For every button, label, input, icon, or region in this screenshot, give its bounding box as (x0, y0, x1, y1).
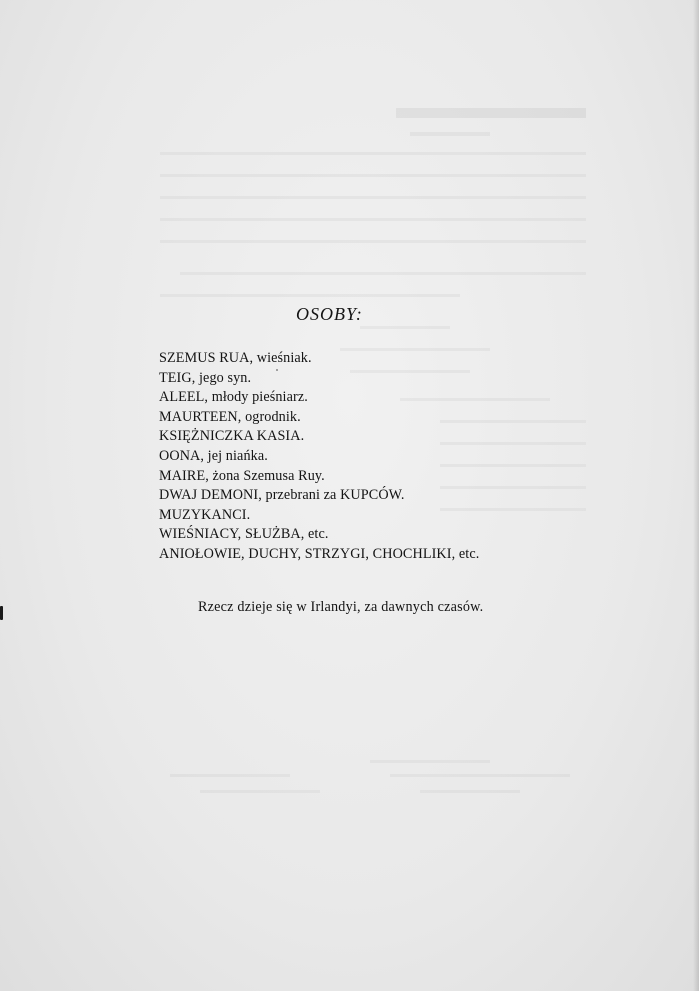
ink-speck (0, 606, 3, 620)
show-through-decoration-lower (170, 760, 590, 810)
cast-entry (159, 506, 479, 526)
ink-speck (276, 369, 278, 371)
cast-name: ANIOŁOWIE, DUCHY, STRZYGI, CHOCHLIKI, (159, 545, 456, 562)
cast-entry (159, 408, 479, 428)
cast-name: ALEEL, (159, 389, 209, 406)
cast-role: jej niańka. (204, 447, 268, 464)
cast-name: OONA, (159, 447, 205, 464)
cast-name: WIEŚNIACY, SŁUŻBA, (159, 526, 305, 543)
page-edge-shadow (693, 0, 699, 991)
cast-role: etc. (455, 545, 480, 562)
cast-name: SZEMUS RUA, (159, 350, 254, 366)
cast-heading: OSOBY: (296, 304, 363, 324)
setting-note: Rzecz dzieje się w Irlandyi, za dawnych czasów. (198, 599, 484, 615)
cast-role: żona Szemusa Ruy. (208, 467, 325, 484)
cast-name: KSIĘŻNICZKA KASIA. (159, 428, 305, 445)
cast-role: młody pieśniarz. (208, 389, 308, 406)
cast-role: ogrodnik. (241, 408, 301, 425)
cast-entry (159, 545, 479, 565)
cast-name: MUZYKANCI. (159, 506, 251, 523)
cast-role: wieśniak. (253, 350, 312, 366)
cast-name: DWAJ DEMONI, (159, 487, 262, 504)
cast-list (159, 349, 479, 565)
cast-entry (159, 486, 479, 506)
cast-entry (159, 447, 479, 467)
cast-entry (159, 525, 479, 545)
cast-name: TEIG, (159, 369, 196, 386)
cast-entry (159, 427, 479, 447)
cast-entry (159, 388, 479, 408)
cast-name: MAURTEEN, (159, 408, 242, 425)
cast-role: jego syn. (195, 369, 252, 386)
cast-entry (159, 369, 479, 389)
cast-role: etc. (304, 526, 329, 543)
cast-name: MAIRE, (159, 467, 209, 484)
cast-entry (159, 467, 479, 487)
cast-role: przebrani za KUPCÓW. (261, 487, 405, 504)
cast-entry (159, 349, 479, 369)
